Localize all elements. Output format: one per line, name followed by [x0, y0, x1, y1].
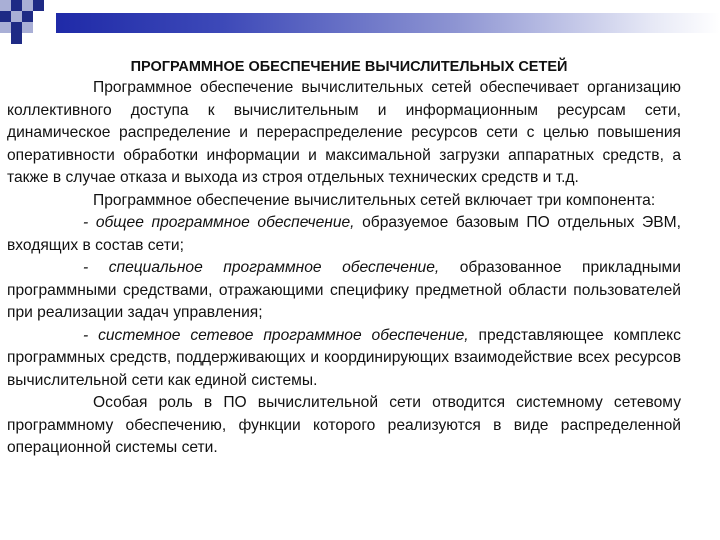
deco-square — [11, 22, 22, 33]
item-description: представляющее комплекс программных средств, поддерживающих и координирующих взаимодействие всех ресурсов вычислительной сети как единой системы. — [7, 326, 681, 389]
deco-square — [11, 0, 22, 11]
slide-header-decoration — [0, 0, 720, 46]
list-item-system-network-software — [7, 325, 681, 393]
term-general-software: - общее программное обеспечение, — [83, 214, 355, 231]
deco-square — [22, 22, 33, 33]
term-special-software: - специальное программное обеспечение, — [83, 259, 440, 276]
deco-square — [0, 22, 11, 33]
deco-square — [11, 33, 22, 44]
term-system-network-software: - системное сетевое программное обеспечение, — [83, 326, 469, 344]
paragraph-components: Программное обеспечение вычислительных сетей включает три компонента: — [93, 191, 656, 209]
list-item-general-software — [7, 212, 681, 257]
item-description: образуемое базовым ПО отдельных ЭВМ, входящих в состав сети; — [7, 214, 681, 254]
paragraph-intro: Программное обеспечение вычислительных сетей обеспечивает организацию коллективного доступа к вычислительным и информационным ресурсам сети, динамическое распределение и перераспределение ресурсов сети с целью повышения оперативности обработки информации и максимальной загрузки аппаратных средств, а также в случае отказа и выхода из строя отдельных технических средств и т.д. — [7, 79, 681, 186]
deco-square — [33, 0, 44, 11]
slide-content — [7, 58, 681, 460]
slide-title: ПРОГРАММНОЕ ОБЕСПЕЧЕНИЕ ВЫЧИСЛИТЕЛЬНЫХ СЕТЕЙ — [130, 59, 568, 75]
deco-square — [22, 0, 33, 11]
item-description: образованное прикладными программными средствами, отражающими специфику предметной области пользователей при реализации задач управления; — [7, 259, 681, 321]
deco-square — [22, 11, 33, 22]
deco-square — [0, 0, 11, 11]
deco-square — [0, 11, 11, 22]
paragraph-conclusion: Особая роль в ПО вычислительной сети отводится системному сетевому программному обеспечению, функции которого реализуются в виде распределенной операционной системы сети. — [7, 394, 681, 456]
list-item-special-software — [7, 257, 681, 325]
deco-square — [11, 11, 22, 22]
header-gradient-band — [56, 13, 720, 33]
